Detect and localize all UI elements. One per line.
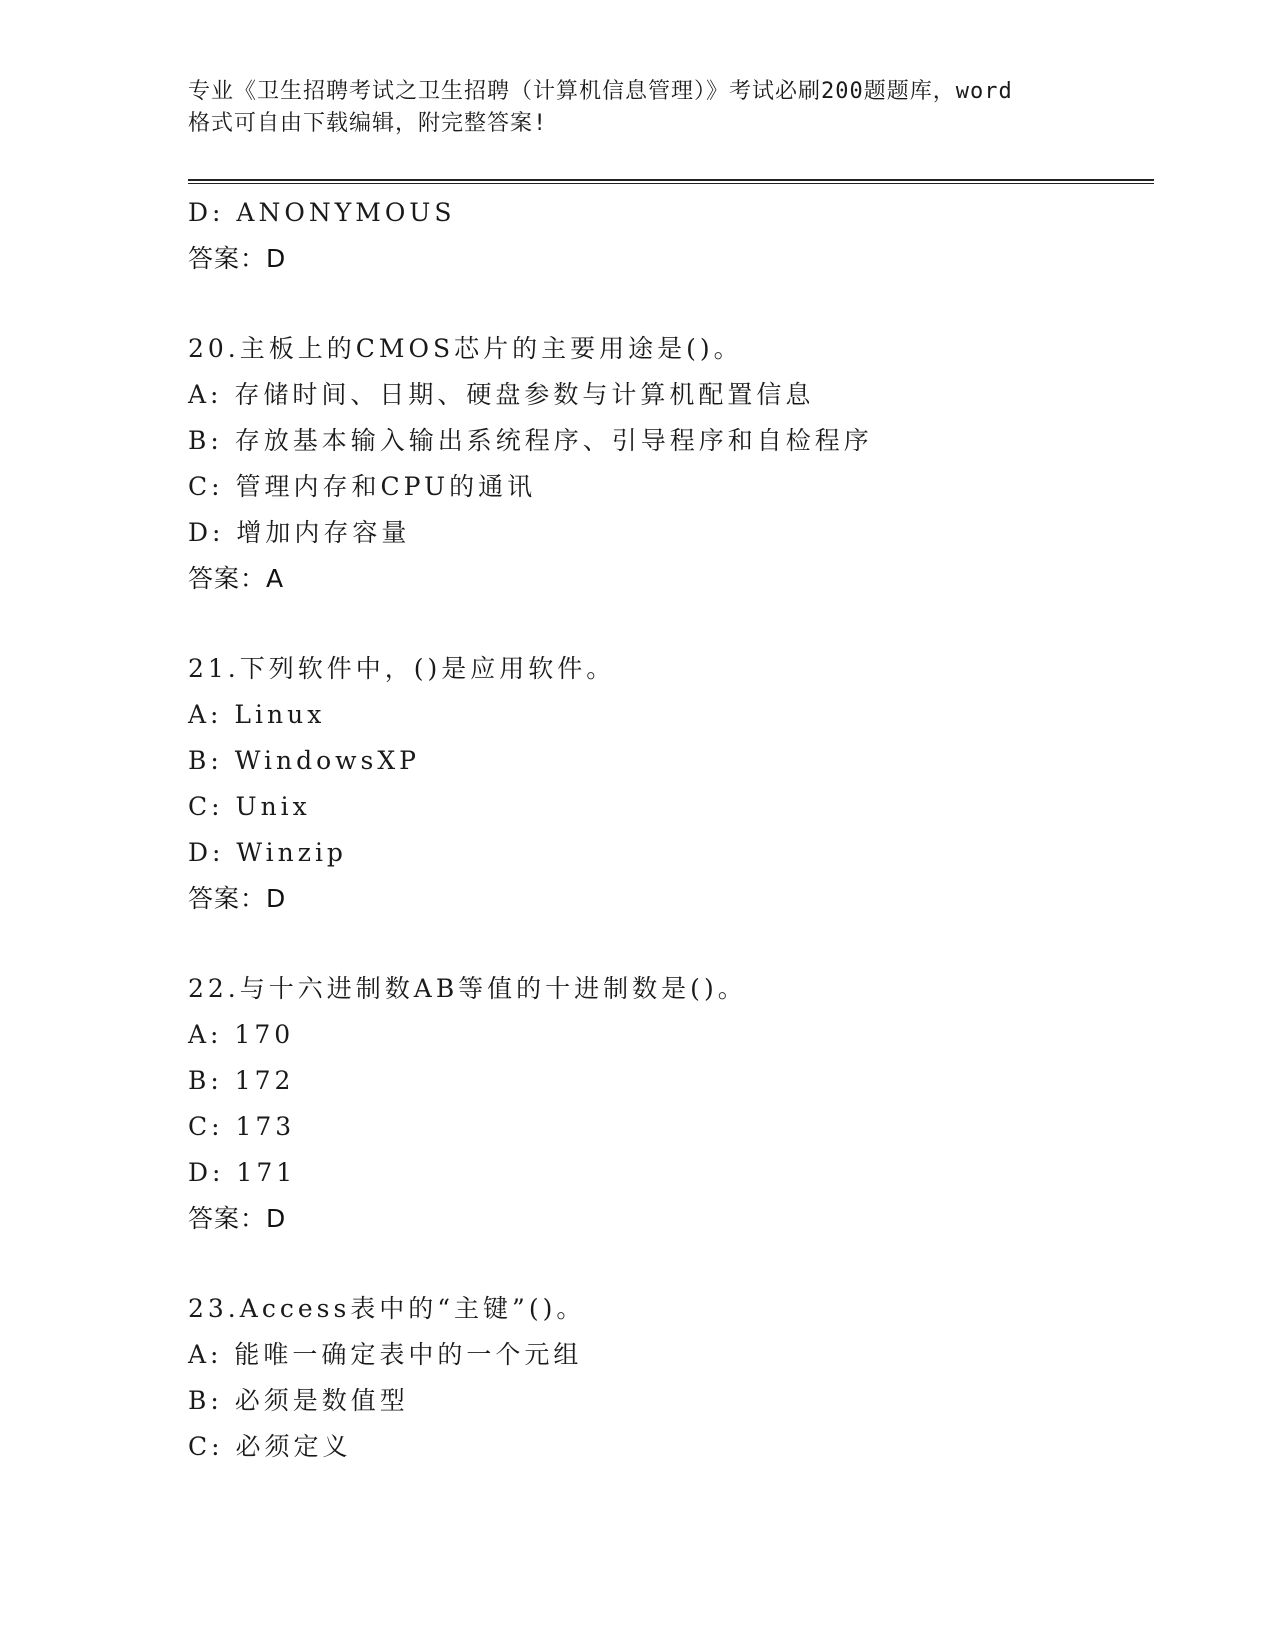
- option-b: B: 存放基本输入输出系统程序、引导程序和自检程序: [188, 426, 873, 455]
- option-b: B: WindowsXP: [188, 746, 420, 775]
- document-header: [188, 76, 1088, 140]
- option-d: D: Winzip: [188, 838, 347, 867]
- option-d: D: 171: [188, 1158, 297, 1187]
- question-stem: 23.Access表中的“主键”()。: [188, 1294, 586, 1323]
- question-stem: 20.主板上的CMOS芯片的主要用途是()。: [188, 334, 743, 363]
- option-c: C: Unix: [188, 792, 311, 821]
- option-b: B: 172: [188, 1066, 295, 1095]
- option-a: A: 能唯一确定表中的一个元组: [188, 1340, 583, 1369]
- option-a: A: 存储时间、日期、硬盘参数与计算机配置信息: [188, 380, 815, 409]
- question-23: [188, 1286, 1148, 1470]
- answer-line: 答案：D: [188, 884, 287, 913]
- header-divider-thin: [188, 183, 1154, 184]
- option-d: D: 增加内存容量: [188, 518, 411, 547]
- question-21: [188, 646, 1148, 922]
- option-c: C: 管理内存和CPU的通讯: [188, 472, 537, 501]
- answer-line: 答案：D: [188, 244, 287, 273]
- question-stem: 21.下列软件中，()是应用软件。: [188, 654, 616, 683]
- option-c: C: 173: [188, 1112, 296, 1141]
- option-a: A: Linux: [188, 700, 326, 729]
- question-22: [188, 966, 1148, 1242]
- header-line-2: 格式可自由下载编辑，附完整答案!: [188, 111, 548, 136]
- header-line-1: 专业《卫生招聘考试之卫生招聘（计算机信息管理）》考试必刷200题题库，word: [188, 79, 1013, 104]
- option-d: D: ANONYMOUS: [188, 198, 456, 227]
- answer-line: 答案：A: [188, 564, 285, 593]
- option-a: A: 170: [188, 1020, 295, 1049]
- option-b: B: 必须是数值型: [188, 1386, 409, 1415]
- question-20: [188, 326, 1148, 602]
- previous-question-tail: [188, 190, 1148, 282]
- header-divider: [188, 179, 1154, 181]
- document-body: [188, 190, 1148, 1470]
- question-stem: 22.与十六进制数AB等值的十进制数是()。: [188, 974, 747, 1003]
- answer-line: 答案：D: [188, 1204, 287, 1233]
- option-c: C: 必须定义: [188, 1432, 352, 1461]
